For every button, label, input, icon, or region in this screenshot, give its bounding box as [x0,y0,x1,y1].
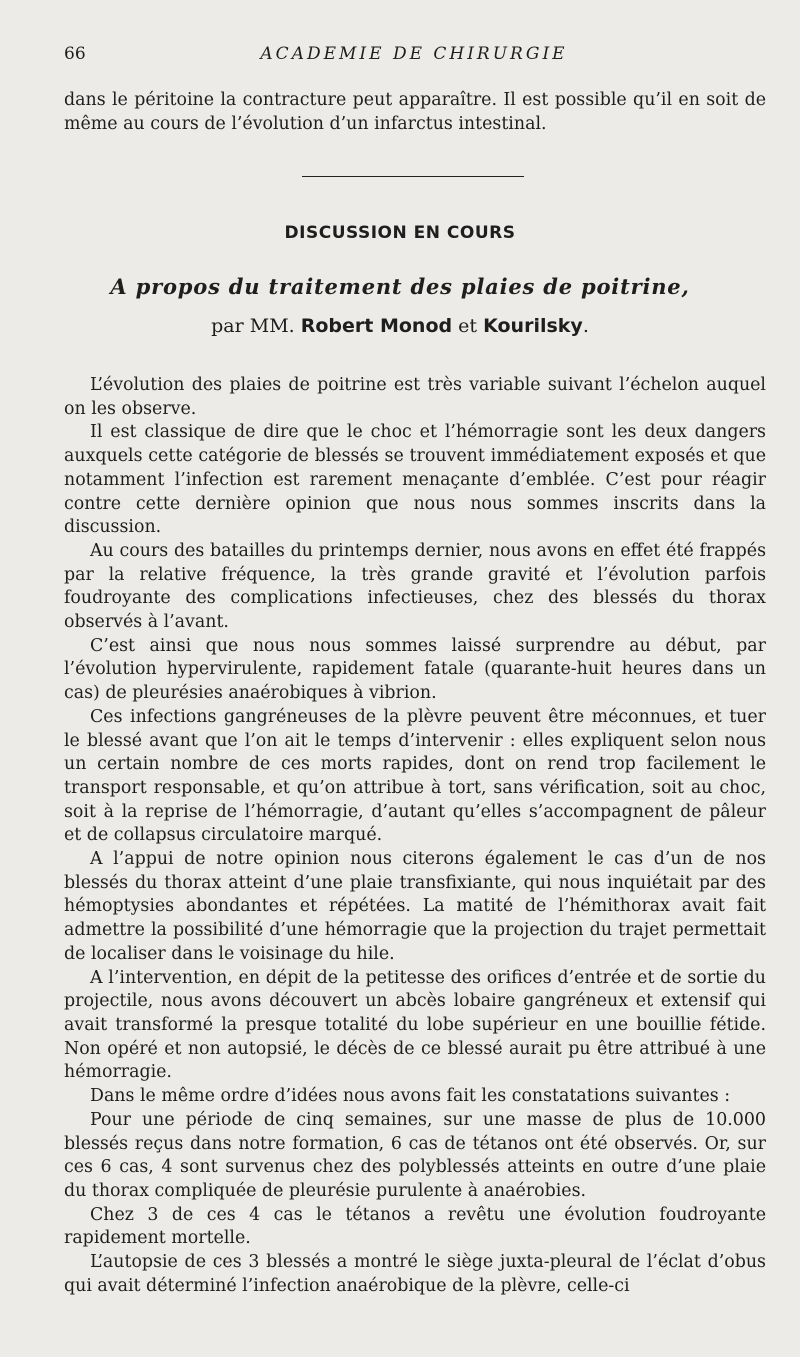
page-number: 66 [64,44,86,64]
author-name: Robert Monod [300,315,453,337]
paragraph: Il est classique de dire que le choc et l’hémorragie sont les deux dangers auxquels cette catégorie de blessés se trouvent immédiatement exposés et que notamment l’infection est rarement menaçante d’emblée. C’est pour réagir contre cette dernière opinion que nous nous sommes inscrits dans la discussion. [64,422,766,538]
byline-join: et [458,315,478,337]
paragraph: Pour une période de cinq semaines, sur une masse de plus de 10.000 blessés reçus dans notre formation, 6 cas de tétanos ont été observés. Or, sur ces 6 cas, 4 sont survenus chez des polyblessés atteints en outre d’une plaie du thorax compliquée de pleurésie purulente à anaérobies. [64,1109,766,1201]
section-heading: DISCUSSION EN COURS [284,223,516,243]
intro-paragraph: dans le péritoine la contracture peut apparaître. Il est possible qu’il en soit de même au cours de l’évolution d’un infarctus intestinal. [64,90,766,134]
byline-suffix: . [582,315,589,337]
article-body [64,374,766,1298]
paragraph: L’autopsie de ces 3 blessés a montré le siège juxta-pleural de l’éclat d’obus qui avait déterminé l’infection anaérobique de la plèvre, celle-ci [64,1252,766,1296]
paragraph: L’évolution des plaies de poitrine est très variable suivant l’échelon auquel on les observe. [64,375,766,419]
running-title: ACADEMIE DE CHIRURGIE [260,44,568,64]
byline [0,315,800,337]
byline-prefix: par MM. [211,315,295,337]
paragraph: C’est ainsi que nous nous sommes laissé surprendre au début, par l’évolution hypervirulente, rapidement fatale (quarante-huit heures dans un cas) de pleurésies anaérobiques à vibrion. [64,635,766,704]
paragraph: Ces infections gangréneuses de la plèvre peuvent être méconnues, et tuer le blessé avant que l’on ait le temps d’intervenir : elles expliquent selon nous un certain nombre de ces morts rapides, dont on rend trop facilement le transport responsable, et qu’on attribue à tort, sans vérification, soit au choc, soit à la reprise de l’hémorragie, d’autant qu’elles s’accompagnent de pâleur et de collapsus circulatoire marqué. [64,706,766,846]
paragraph: A l’appui de notre opinion nous citerons également le cas d’un de nos blessés du thorax atteint d’une plaie transfixiante, qui nous inquiétait par des hémoptysies abondantes et répétées. La matité de l’hémithorax avait fait admettre la possibilité d’une hémorragie que la projection du trajet permettait de localiser dans le voisinage du hile. [64,849,766,964]
section-divider [302,176,524,177]
author-name: Kourilsky [483,315,583,337]
paragraph: Au cours des batailles du printemps dernier, nous avons en effet été frappés par la relative fréquence, la très grande gravité et l’évolution parfois foudroyante des complications infectieuses, chez des blessés du thorax observés à l’avant. [64,540,766,633]
paragraph: Chez 3 de ces 4 cas le tétanos a revêtu une évolution foudroyante rapidement mortelle. [64,1204,766,1249]
paragraph: Dans le même ordre d’idées nous avons fait les constatations suivantes : [90,1086,731,1107]
intro-text [64,89,766,136]
paragraph: A l’intervention, en dépit de la petitesse des orifices d’entrée et de sortie du projectile, nous avons découvert un abcès lobaire gangréneux et extensif qui avait transformé la presque totalité du lobe supérieur en une bouillie fétide. Non opéré et non autopsié, le décès de ce blessé aurait pu être attribué à une hémorragie. [64,967,766,1083]
article-title: A propos du traitement des plaies de poitrine, [110,274,690,299]
page-header [64,44,764,68]
